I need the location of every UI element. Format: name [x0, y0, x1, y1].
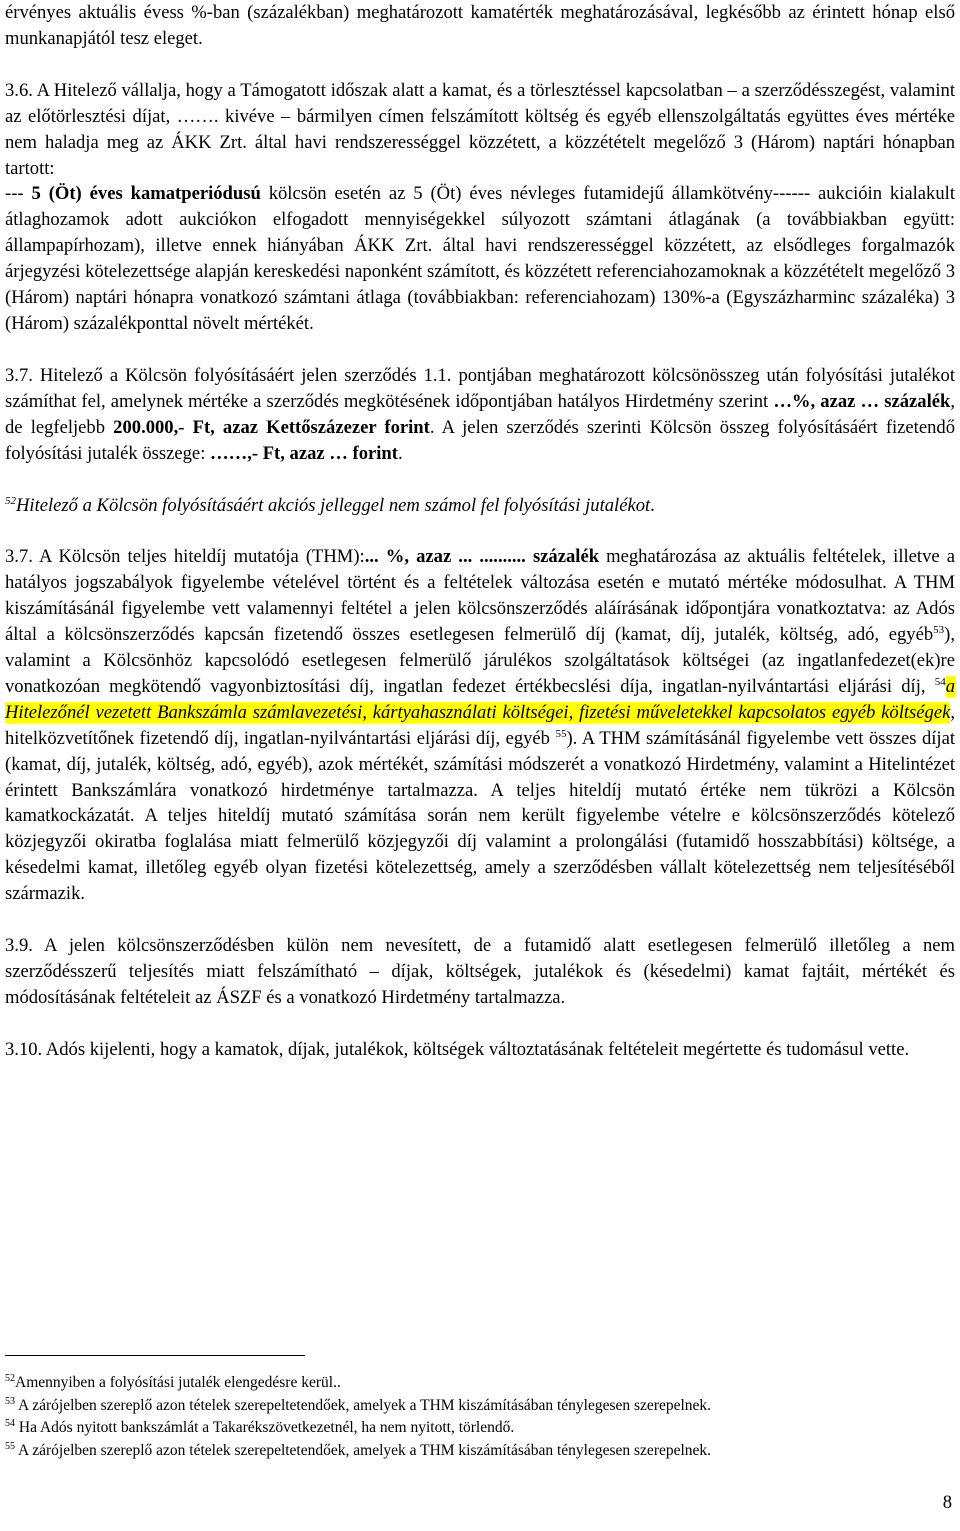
footnote-number: 55	[5, 1440, 15, 1452]
footnote-55	[5, 1440, 945, 1463]
s37a-text-2: , de legfeljebb	[5, 390, 955, 438]
section-3-6-bold: 5 (Öt) éves kamatperiódusú	[31, 183, 261, 205]
footnote-number: 52	[5, 1372, 15, 1384]
footnote-text: A zárójelben szereplő azon tételek szerepeltetendőek, amelyek a THM kiszámításában ténylegesen szerepelnek.	[15, 1441, 712, 1459]
s37b-text-1: 3.7. A Kölcsön teljes hiteldíj mutatója (THM):	[5, 546, 365, 568]
section-3-9: 3.9. A jelen kölcsönszerződésben külön nem nevesített, de a futamidő alatt esetlegesen felmerülő illetőleg a nem szerződésszerű teljesítés miatt felszámítható – díjak, költségek, jutalékok és (késedelmi) kamat fajtáit, mértékét és módosításának feltételeit az ÁSZF és a vonatkozó Hirdetmény tartalmazza.	[5, 935, 955, 1008]
footnote-separator	[5, 1355, 305, 1356]
section-3-7-commission	[5, 363, 955, 467]
s37a-text-4: .	[397, 442, 403, 464]
footnote-ref-55: 55	[555, 727, 567, 740]
s37a-bold-3: ……,- Ft, azaz … forint	[210, 442, 398, 464]
paragraph-continuation: érvényes aktuális évess %-ban (százalékban) meghatározott kamatérték meghatározásával, legkésőbb az érintett hónap első munkanapjától tesz eleget.	[5, 2, 955, 49]
s37b-text-2: meghatározása az aktuális feltételek, illetve a hatályos jogszabályok figyelembe vételével történt és a feltételek változása esetén e mutató mértéke módosulhat. A THM kiszámításánál figyelembe vett valamennyi feltétel a jelen kölcsönszerződés aláírásának időpontjára vonatkoztatva: az Adós által a kölcsönszerződés kapcsán fizetendő összes esetlegesen felmerülő díj (kamat, díj, jutalék, költség, adó, egyéb	[5, 546, 955, 646]
section-3-6-part-a: 3.6. A Hitelező vállalja, hogy a Támogatott időszak alatt a kamat, és a törlesztéssel kapcsolatban – a szerződésszegést, valamint az előtörlesztési díjat, ……. kivéve – bármilyen címen felszámított költség és egyéb ellenszolgáltatás együttes éves mértéke nem haladja meg az ÁKK Zrt. által havi rendszerességgel közzétett, a közzétételt megelőző 3 (Három) naptári hónapban tartott:	[5, 79, 955, 179]
section-3-6-dash: ---	[5, 183, 32, 205]
section-3-10: 3.10. Adós kijelenti, hogy a kamatok, díjak, jutalékok, költségek változtatásának feltételeit megértette és tudomásul vette.	[5, 1038, 910, 1060]
note-52-end: .	[650, 494, 655, 516]
highlighted-bank-account-costs: a Hitelezőnél vezetett Bankszámla számlavezetési, kártyahasználati költségei, fizetési műveletekkel kapcsolatos egyéb költségek	[5, 675, 955, 723]
page-number: 8	[942, 1492, 952, 1513]
note-52-paragraph	[5, 493, 955, 519]
footnote-54	[5, 1417, 945, 1440]
footnote-text: Ha Adós nyitott bankszámlát a Takarékszövetkezetnél, ha nem nyitott, törlendő.	[15, 1419, 515, 1436]
section-3-7-thm	[5, 544, 955, 907]
footnote-number: 54	[5, 1417, 15, 1429]
main-text	[5, 0, 955, 1063]
footnote-53	[5, 1395, 945, 1418]
footnote-text: Amennyiben a folyósítási jutalék elengedésre kerül..	[15, 1374, 341, 1391]
s37b-dots: ..........	[479, 546, 533, 568]
s37b-bold-1: ... %, azaz ...	[364, 546, 480, 568]
s37b-text-5: ). A THM számításánál figyelembe vett összes díjat (kamat, díj, jutalék, költség, adó, egyéb), azok mértékét, számítási módszerét a vonatkozó Hirdetmény, valamint a Hitelintézet érintett Bankszámlára vonatkozó hirdetménye tartalmazza. A teljes hiteldíj mutató értéke nem tükrözi a Kölcsön kamatkockázatát. A teljes hiteldíj mutató számítása során nem került figyelembe vételre e kölcsönszerződés kötelező közjegyzői okiratba foglalása miatt felmerülő közjegyzői díj valamint a prolongálási (futamidő hosszabbítási) költsége, a késedelmi kamat, illetőleg egyéb olyan fizetési kötelezettség, amely a szerződésben vállalt kötelezettség nem teljesítéséből származik.	[5, 727, 955, 905]
footnote-text: A zárójelben szereplő azon tételek szerepeltetendőek, amelyek a THM kiszámításában ténylegesen szerepelnek.	[15, 1396, 712, 1414]
s37a-bold-1: …%, azaz … százalék	[773, 390, 951, 412]
footnote-ref-54: 54	[934, 675, 946, 688]
footnote-number: 53	[5, 1395, 15, 1407]
footnotes	[5, 1372, 945, 1462]
s37a-text-3: . A jelen szerződés szerinti Kölcsön összeg folyósításáért fizetendő folyósítási jutalék összege:	[5, 416, 955, 464]
footnote-52	[5, 1372, 945, 1395]
s37a-bold-2: 200.000,- Ft, azaz Kettőszázezer forint	[113, 416, 430, 438]
note-52-text: Hitelező a Kölcsön folyósításáért akciós jelleggel nem számol fel folyósítási jutalékot	[16, 494, 651, 516]
s37b-text-4: , hitelközvetítőnek fizetendő díj, ingatlan-nyilvántartási eljárási díj, egyéb	[5, 701, 955, 749]
s37b-text-3: ), valamint a Kölcsönhöz kapcsolódó esetlegesen felmerülő járulékos szolgáltatások költségei (az ingatlanfedezet(ek)re vonatkozóan megkötendő vagyonbiztosítási díj, ingatlan fedezet értékbecslési díja, ingatlan-nyilvántartási eljárási díj,	[5, 624, 955, 697]
section-3-6	[5, 78, 955, 337]
footnote-ref-52: 52	[5, 494, 16, 507]
section-3-6-part-b: kölcsön esetén az 5 (Öt) éves névleges futamidejű államkötvény------ aukcióin kialakult átlaghozamok adott aukciókon elfogadott mennyiségekkel súlyozott számtani átlagának (a továbbiakban együtt: állampapírhozam), illetve ennek hiányában ÁKK Zrt. által havi rendszerességgel közzétett, az elsődleges forgalmazók árjegyzési kötelezettsége alapján kereskedési naponként számított, és közzétett referenciahozamoknak a közzétételt megelőző 3 (Három) naptári hónapra vonatkozó számtani átlaga (továbbiakban: referenciahozam) 130%-a (Egyszázharminc százaléka) 3 (Három) százalékponttal növelt mértékét.	[5, 183, 955, 334]
footnote-ref-53: 53	[933, 623, 945, 636]
s37b-bold-2: százalék	[532, 546, 600, 568]
s37a-text-1: 3.7. Hitelező a Kölcsön folyósításáért jelen szerződés 1.1. pontjában meghatározott kölcsönösszeg után folyósítási jutalékot számíthat fel, amelynek mértéke a szerződés megkötésének időpontjában hatályos Hirdetmény szerint	[5, 364, 955, 412]
